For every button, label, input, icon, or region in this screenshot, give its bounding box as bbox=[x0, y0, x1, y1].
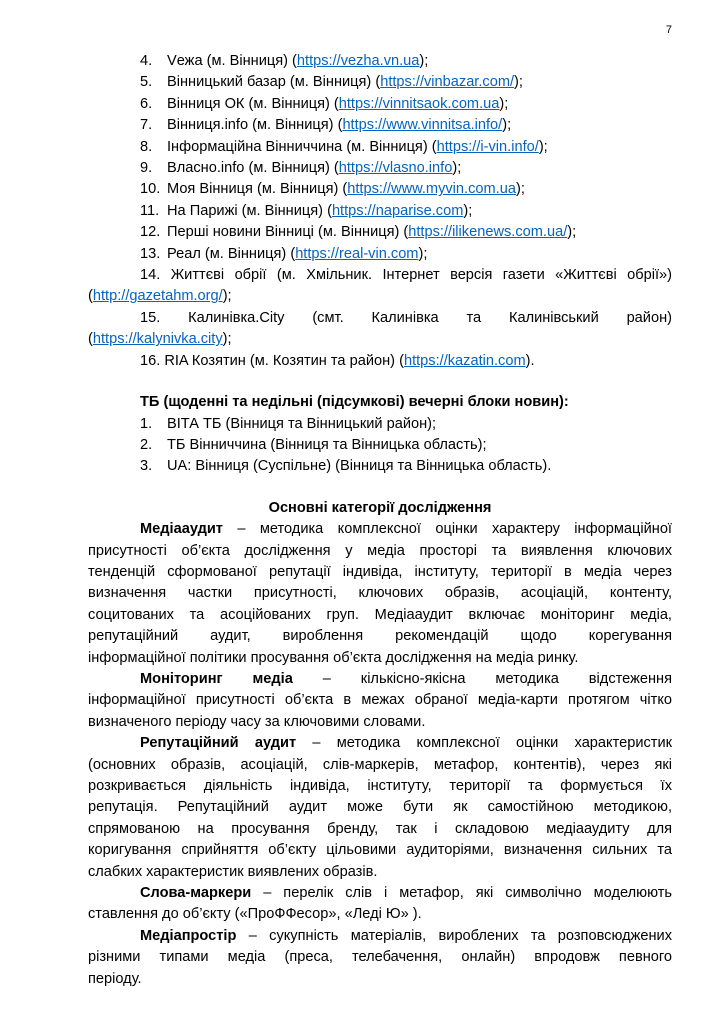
list-item bbox=[88, 115, 672, 136]
list-number: 1. bbox=[140, 415, 153, 432]
list-item bbox=[88, 137, 672, 158]
paragraph-line: репутаційний аудит, вироблення рекомендацій щодо корегування bbox=[88, 628, 672, 645]
tv-list-item bbox=[88, 435, 672, 456]
definition-term: Медіааудит bbox=[140, 521, 223, 538]
list-number: 7. bbox=[140, 117, 153, 134]
list-item-15-line2: (https://kalynivka.city); bbox=[88, 331, 232, 348]
link-kalynivka[interactable]: https://kalynivka.city bbox=[92, 331, 223, 348]
media-link[interactable]: https://vinnitsaok.com.ua bbox=[338, 95, 500, 112]
definition-paragraph bbox=[88, 733, 672, 883]
list-number: 6. bbox=[140, 95, 153, 112]
tv-list bbox=[88, 414, 672, 478]
list-item bbox=[88, 94, 672, 115]
page-number: 7 bbox=[665, 24, 672, 36]
list-number: 13. bbox=[140, 245, 161, 262]
tv-heading: ТБ (щоденні та недільні (підсумкові) вечерні блоки новин): bbox=[140, 394, 569, 411]
definition-term: Слова-маркери bbox=[140, 885, 252, 902]
definition-term: Репутаційний аудит bbox=[140, 735, 297, 752]
categories-heading: Основні категорії дослідження bbox=[268, 499, 492, 516]
list-number: 9. bbox=[140, 160, 153, 177]
media-link[interactable]: https://vezha.vn.ua bbox=[296, 53, 420, 69]
list-text: Вінниця ОК (м. Вінниця) (https://vinnitsaok.com.ua); bbox=[167, 95, 509, 112]
media-link[interactable]: https://www.myvin.com.ua bbox=[347, 181, 516, 198]
list-item-15-line1: 15. Калинівка.City (смт. Калинівка та Калинівський район) bbox=[140, 309, 672, 326]
paragraph-line: социтованих та асоційованих груп. Медіааудит включає моніторинг медіа, bbox=[88, 606, 672, 623]
media-list bbox=[88, 51, 672, 265]
media-link[interactable]: https://real-vin.com bbox=[295, 245, 419, 262]
tv-list-item bbox=[88, 414, 672, 435]
tv-list-item bbox=[88, 456, 672, 477]
paragraph-line: визначеного періоду часу за ключовими словами. bbox=[88, 713, 426, 730]
paragraph-line: інформаційної присутності об’єкта в межах обраної медіа-карти протягом чітко bbox=[88, 692, 672, 709]
paragraph-line: Медіааудит – методика комплексної оцінки характеру інформаційної bbox=[140, 521, 672, 538]
list-text: Вінниця.info (м. Вінниця) (https://www.vinnitsa.info/); bbox=[167, 117, 512, 134]
paragraph-line: інформаційної політики просування об’єкта дослідження на медіа ринку. bbox=[88, 649, 579, 666]
paragraph-line: слабких характеристик виявлених образів. bbox=[88, 863, 378, 880]
list-item bbox=[88, 179, 672, 200]
list-item bbox=[88, 51, 672, 72]
list-number: 8. bbox=[140, 138, 153, 155]
link-gazetahm[interactable]: http://gazetahm.org/ bbox=[92, 288, 223, 305]
list-item-14-line2: (http://gazetahm.org/); bbox=[88, 288, 232, 305]
list-text: Інформаційна Вінниччина (м. Вінниця) (https://i-vin.info/); bbox=[167, 138, 548, 155]
list-text: ТБ Вінниччина (Вінниця та Вінницька область); bbox=[167, 436, 487, 453]
definition-term: Медіапростір bbox=[140, 927, 237, 944]
paragraph-line: Репутаційний аудит – методика комплексної оцінки характеристик bbox=[140, 735, 673, 752]
link-kazatin[interactable]: https://kazatin.com bbox=[403, 352, 526, 369]
paragraph-line: (основних образів, асоціацій, слів-маркерів, метафор, контентів), через які bbox=[88, 756, 672, 773]
list-item bbox=[88, 72, 672, 93]
list-text: UA: Вінниця (Суспільне) (Вінниця та Вінницька область). bbox=[167, 458, 552, 475]
list-item-16: 16. RIA Козятин (м. Козятин та район) (https://kazatin.com). bbox=[140, 352, 535, 369]
list-item bbox=[88, 201, 672, 222]
list-text: На Парижі (м. Вінниця) (https://naparise.com); bbox=[167, 202, 473, 219]
media-link[interactable]: https://naparise.com bbox=[331, 202, 464, 219]
paragraph-line: тенденцій сформованої репутації індивіда, інституту, території в медіа через bbox=[88, 563, 672, 580]
paragraph-line: коригування сприйняття об’єкту цільовими аудиторіями, визначення сильних та bbox=[88, 842, 672, 859]
list-item bbox=[88, 222, 672, 243]
definition-paragraph bbox=[88, 883, 672, 926]
list-item bbox=[88, 244, 672, 265]
paragraph-line: репутація. Репутаційний аудит може бути як самостійною методикою, bbox=[88, 799, 672, 816]
paragraph-line: різними типами медіа (преса, телебачення, онлайн) впродовж певного bbox=[88, 949, 672, 966]
paragraph-line: визначення частки присутності, ключових образів, асоціацій, контенту, bbox=[88, 585, 672, 602]
list-item-14-line1: 14. Життєві обрії (м. Хмільник. Інтернет версія газети «Життєві обрії») bbox=[140, 267, 672, 284]
list-text: Вінницький базар (м. Вінниця) (https://vinbazar.com/); bbox=[167, 74, 523, 91]
definition-term: Моніторинг медіа bbox=[140, 670, 293, 687]
media-link[interactable]: https://vlasno.info bbox=[338, 160, 453, 177]
list-text: ВІТА ТБ (Вінниця та Вінницький район); bbox=[167, 415, 437, 432]
media-link[interactable]: https://www.vinnitsa.info/ bbox=[342, 117, 503, 134]
media-link[interactable]: https://vinbazar.com/ bbox=[380, 74, 515, 91]
list-number: 10. bbox=[140, 181, 161, 198]
paragraph-line: ставлення до об’єкту («ПроФФесор», «Леді Ю» ). bbox=[88, 906, 422, 923]
paragraph-line: Медіапростір – сукупність матеріалів, вироблених та розповсюджених bbox=[140, 927, 672, 944]
media-link[interactable]: https://i-vin.info/ bbox=[436, 138, 539, 155]
list-text: Vежа (м. Вінниця) (https://vezha.vn.ua); bbox=[167, 53, 429, 69]
list-text: Моя Вінниця (м. Вінниця) (https://www.myvin.com.ua); bbox=[167, 181, 525, 198]
definition-paragraph bbox=[88, 669, 672, 733]
paragraph-line: періоду. bbox=[88, 970, 142, 987]
list-number: 12. bbox=[140, 224, 161, 241]
paragraph-line: Моніторинг медіа – кількісно-якісна методика відстеження bbox=[140, 670, 672, 687]
list-number: 3. bbox=[140, 458, 153, 475]
list-text: Реал (м. Вінниця) (https://real-vin.com); bbox=[167, 245, 428, 262]
list-number: 11. bbox=[140, 202, 160, 219]
list-item bbox=[88, 158, 672, 179]
paragraph-line: присутності об’єкта дослідження у медіа просторі та виявлення ключових bbox=[88, 542, 672, 559]
paragraph-line: Слова-маркери – перелік слів і метафор, які символічно моделюють bbox=[140, 885, 672, 902]
definitions bbox=[88, 519, 672, 990]
media-link[interactable]: https://ilikenews.com.ua/ bbox=[408, 224, 568, 241]
definition-paragraph bbox=[88, 519, 672, 669]
paragraph-line: розкривається діяльність індивіда, інституту, території та формується їх bbox=[88, 778, 672, 794]
list-text: Перші новини Вінниці (м. Вінниця) (https://ilikenews.com.ua/); bbox=[167, 224, 577, 241]
list-text: Власно.info (м. Вінниця) (https://vlasno.info); bbox=[167, 160, 462, 177]
list-number: 4. bbox=[140, 53, 153, 69]
list-number: 2. bbox=[140, 436, 153, 453]
definition-paragraph bbox=[88, 926, 672, 990]
list-number: 5. bbox=[140, 74, 153, 91]
document-body bbox=[88, 51, 672, 990]
paragraph-line: спрямованою на просування бренду, так і складовою медіааудиту для bbox=[88, 820, 672, 837]
